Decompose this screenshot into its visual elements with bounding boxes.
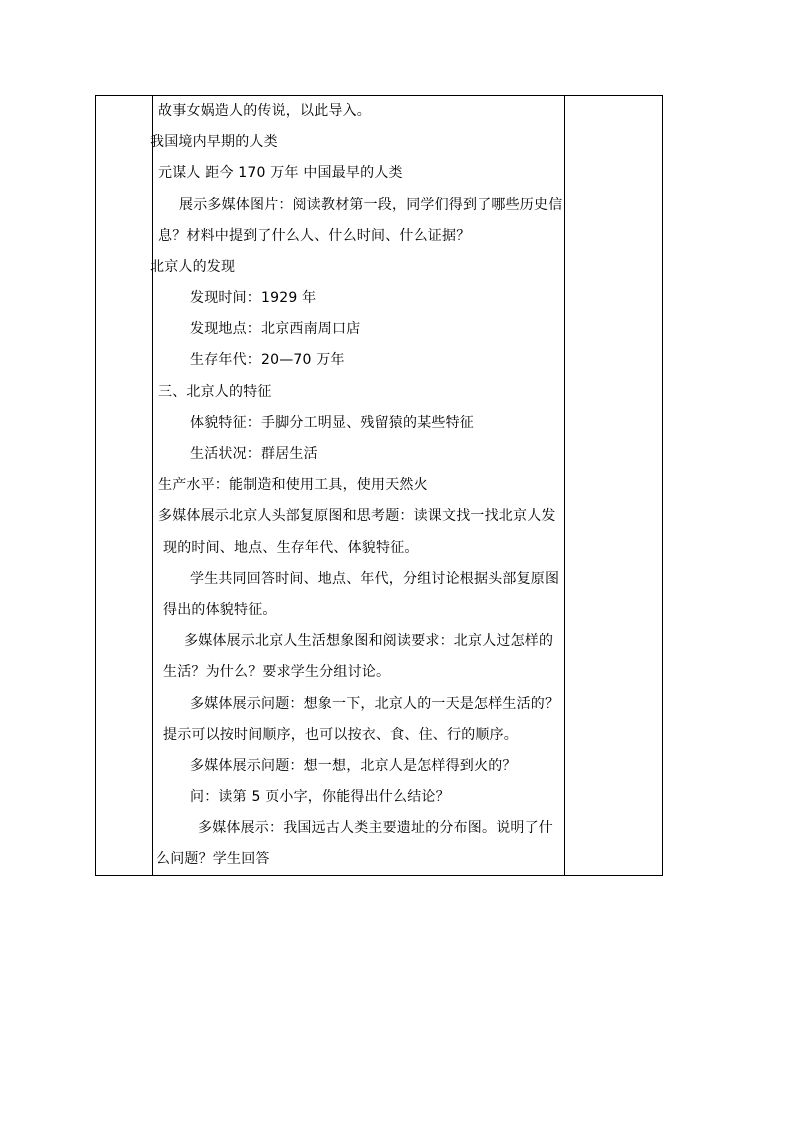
text-line-multimedia-6b: 么问题？学生回答 (156, 851, 270, 867)
text-line-discovery-place: 发现地点：北京西南周口店 (190, 321, 361, 337)
text-line-features-heading: 三、北京人的特征 (158, 384, 272, 400)
text-line-survival-era: 生存年代：20—70 万年 (190, 352, 345, 368)
text-line-multimedia-4b: 提示可以按时间顺序，也可以按衣、食、住、行的顺序。 (163, 727, 518, 743)
text-line-question: 问：读第 5 页小字，你能得出什么结论？ (190, 789, 450, 805)
text-line-multimedia-1a: 展示多媒体图片：阅读教材第一段，同学们得到了哪些历史信 (179, 197, 563, 213)
text-line-students-answer-b: 得出的体貌特征。 (163, 602, 277, 618)
text-line-yuanmou: 元谋人 距今 170 万年 中国最早的人类 (158, 165, 403, 181)
text-line-multimedia-5: 多媒体展示问题：想一想，北京人是怎样得到火的？ (190, 758, 517, 774)
text-line-multimedia-3b: 生活？为什么？要求学生分组讨论。 (163, 664, 391, 680)
column-divider-left (152, 96, 153, 875)
text-line-early-humans-heading: 我国境内早期的人类 (150, 134, 278, 150)
text-line-multimedia-2b: 现的时间、地点、生存年代、体貌特征。 (163, 540, 419, 556)
text-line-multimedia-6a: 多媒体展示：我国远古人类主要遗址的分布图。说明了什 (198, 820, 553, 836)
column-divider-right (564, 96, 565, 875)
text-line-multimedia-3a: 多媒体展示北京人生活想象图和阅读要求：北京人过怎样的 (184, 633, 554, 649)
text-line-multimedia-4a: 多媒体展示问题：想象一下，北京人的一天是怎样生活的？ (190, 696, 560, 712)
text-line-multimedia-2a: 多媒体展示北京人头部复原图和思考题：读课文找一找北京人发 (158, 508, 556, 524)
text-line-production-level: 生产水平：能制造和使用工具，使用天然火 (158, 477, 428, 493)
text-line-living-conditions: 生活状况：群居生活 (190, 446, 318, 462)
text-line-physical-features: 体貌特征：手脚分工明显、残留猿的某些特征 (190, 415, 474, 431)
text-line-multimedia-1b: 息？材料中提到了什么人、什么时间、什么证据？ (158, 228, 471, 244)
text-line-intro: 故事女娲造人的传说，以此导入。 (158, 103, 371, 119)
text-line-students-answer-a: 学生共同回答时间、地点、年代，分组讨论根据头部复原图 (190, 571, 560, 587)
text-line-discovery-heading: 北京人的发现 (150, 259, 236, 275)
text-line-discovery-time: 发现时间：1929 年 (190, 290, 317, 306)
